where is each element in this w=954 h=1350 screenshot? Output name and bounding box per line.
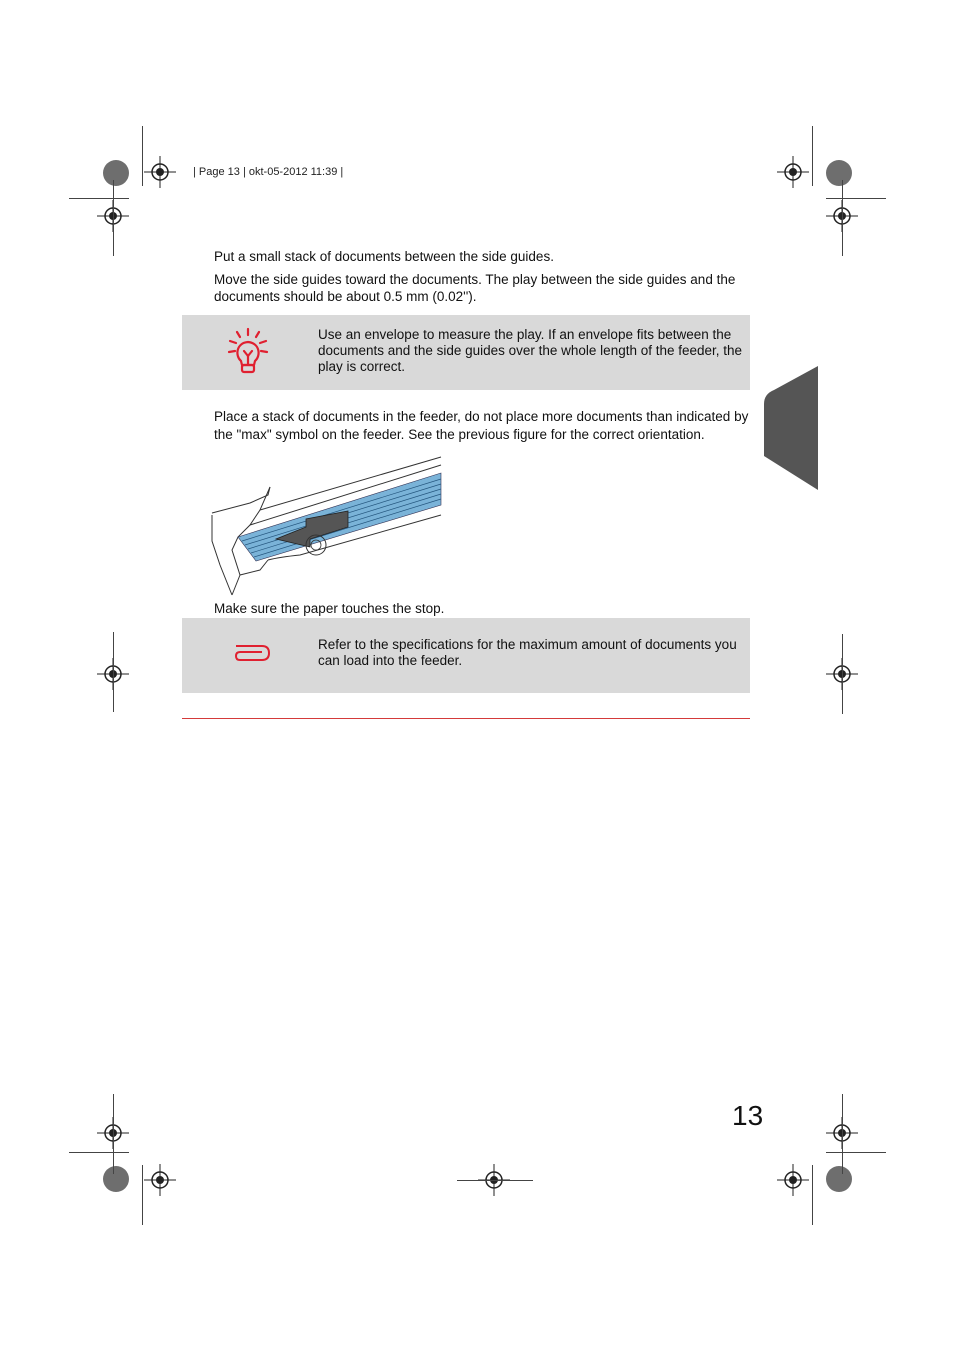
print-dot-bottom-right bbox=[826, 1166, 852, 1192]
section-divider bbox=[182, 718, 750, 719]
print-dot-top-right bbox=[826, 160, 852, 186]
feeder-illustration bbox=[210, 455, 442, 605]
crop-line bbox=[457, 1180, 533, 1181]
print-dot-top-left bbox=[103, 160, 129, 186]
registration-mark-icon bbox=[144, 1164, 176, 1196]
crop-line bbox=[826, 1152, 886, 1153]
crop-line bbox=[142, 1165, 143, 1225]
crop-line bbox=[69, 1152, 129, 1153]
instruction-paragraph: Put a small stack of documents between the side guides. bbox=[214, 249, 554, 264]
registration-mark-icon bbox=[777, 156, 809, 188]
crop-line bbox=[842, 1094, 843, 1174]
note-box bbox=[182, 618, 750, 693]
chapter-tab bbox=[762, 364, 820, 497]
paperclip-icon bbox=[232, 642, 272, 669]
print-dot-bottom-left bbox=[103, 1166, 129, 1192]
crop-line bbox=[826, 198, 886, 199]
note-text: Refer to the specifications for the maximum amount of documents you can load into the feeder. bbox=[318, 637, 737, 668]
crop-line bbox=[842, 180, 843, 256]
instruction-paragraph: Make sure the paper touches the stop. bbox=[214, 601, 445, 616]
crop-line bbox=[113, 1094, 114, 1174]
registration-mark-icon bbox=[777, 1164, 809, 1196]
tip-box bbox=[182, 315, 750, 390]
crop-line bbox=[113, 632, 114, 712]
crop-line bbox=[812, 1165, 813, 1225]
instruction-paragraph: Move the side guides toward the documents. The play between the side guides and the documents should be about 0.5 mm (0.02''). bbox=[214, 272, 736, 304]
page-number: 13 bbox=[732, 1100, 764, 1131]
crop-line bbox=[842, 634, 843, 714]
crop-line bbox=[812, 126, 813, 186]
crop-line bbox=[69, 198, 129, 199]
lightbulb-icon bbox=[227, 327, 269, 380]
instruction-paragraph: Place a stack of documents in the feeder, do not place more documents than indicated by the "max" symbol on the feeder. See the previous figure for the correct orientation. bbox=[214, 409, 749, 442]
crop-line bbox=[113, 180, 114, 256]
crop-line bbox=[142, 126, 143, 186]
registration-mark-icon bbox=[144, 156, 176, 188]
print-header: | Page 13 | okt-05-2012 11:39 | bbox=[193, 166, 344, 178]
tip-text: Use an envelope to measure the play. If an envelope fits between the documents and the side guides over the whole length of the feeder, the play is correct. bbox=[318, 327, 743, 374]
